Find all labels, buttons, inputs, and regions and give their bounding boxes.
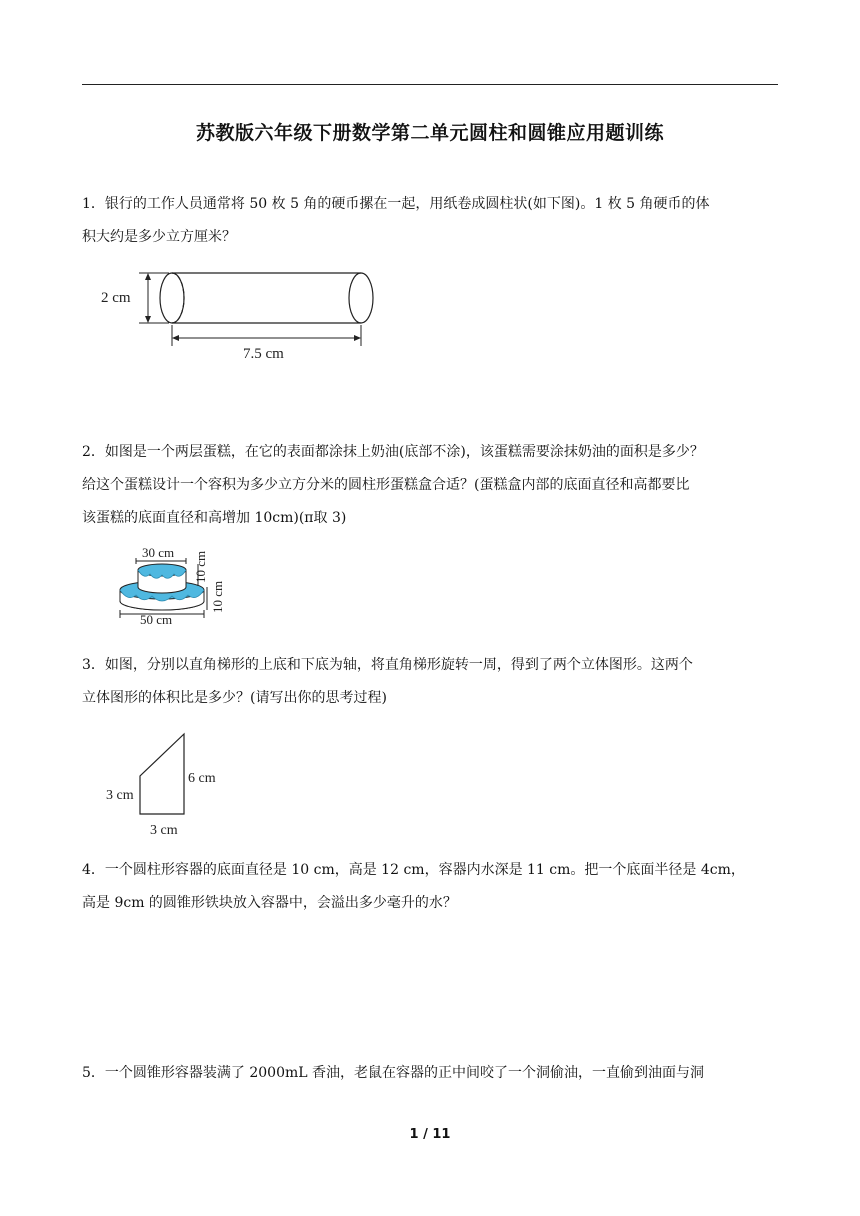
question-2: [82, 436, 778, 535]
question-text-line: 1．银行的工作人员通常将 50 枚 5 角的硬币摞在一起，用纸卷成圆柱状(如下图)。1 枚 5 角硬币的体: [82, 196, 710, 212]
question-text-line: 高是 9cm 的圆锥形铁块放入容器中，会溢出多少毫升的水？: [82, 895, 457, 911]
cake-figure: [108, 540, 232, 626]
question-1: [82, 188, 778, 254]
cake-bottom-diameter-label: 50 cm: [140, 612, 173, 626]
question-3: [82, 649, 778, 715]
page-title: 苏教版六年级下册数学第二单元圆柱和圆锥应用题训练: [195, 122, 664, 144]
trapezoid-figure: [100, 728, 230, 842]
cylinder-figure: [95, 262, 395, 370]
trapezoid-bottom-label: 3 cm: [150, 823, 178, 838]
question-text-line: 立体图形的体积比是多少？(请写出你的思考过程): [82, 690, 387, 706]
question-text-line: 5．一个圆锥形容器装满了 2000mL 香油，老鼠在容器的正中间咬了一个洞偷油，一直偷到油面与洞: [82, 1065, 705, 1081]
question-text-line: 积大约是多少立方厘米？: [82, 229, 236, 245]
question-text-line: 3．如图，分别以直角梯形的上底和下底为轴，将直角梯形旋转一周，得到了两个立体图形。这两个: [82, 657, 693, 673]
cylinder-length-label: 7.5 cm: [243, 346, 284, 362]
question-5: [82, 1057, 778, 1090]
cylinder-height-label: 2 cm: [101, 290, 131, 306]
top-rule: [82, 84, 778, 85]
cake-bottom-height-label: 10 cm: [210, 580, 225, 613]
page-number: 1 / 11: [409, 1127, 451, 1142]
question-4: [82, 854, 778, 920]
cake-top-diameter-label: 30 cm: [142, 545, 175, 560]
trapezoid-left-label: 3 cm: [106, 788, 134, 803]
trapezoid-right-label: 6 cm: [188, 771, 216, 786]
question-text-line: 给这个蛋糕设计一个容积为多少立方分米的圆柱形蛋糕盒合适？(蛋糕盒内部的底面直径和高都要比: [82, 477, 690, 493]
cake-top-height-label: 10 cm: [193, 550, 208, 583]
question-text-line: 2．如图是一个两层蛋糕，在它的表面都涂抹上奶油(底部不涂)，该蛋糕需要涂抹奶油的面积是多少？: [82, 444, 704, 460]
question-text-line: 4．一个圆柱形容器的底面直径是 10 cm，高是 12 cm，容器内水深是 11 cm。把一个底面半径是 4cm，: [82, 862, 745, 878]
question-text-line: 该蛋糕的底面直径和高增加 10cm)(π取 3): [82, 510, 347, 526]
